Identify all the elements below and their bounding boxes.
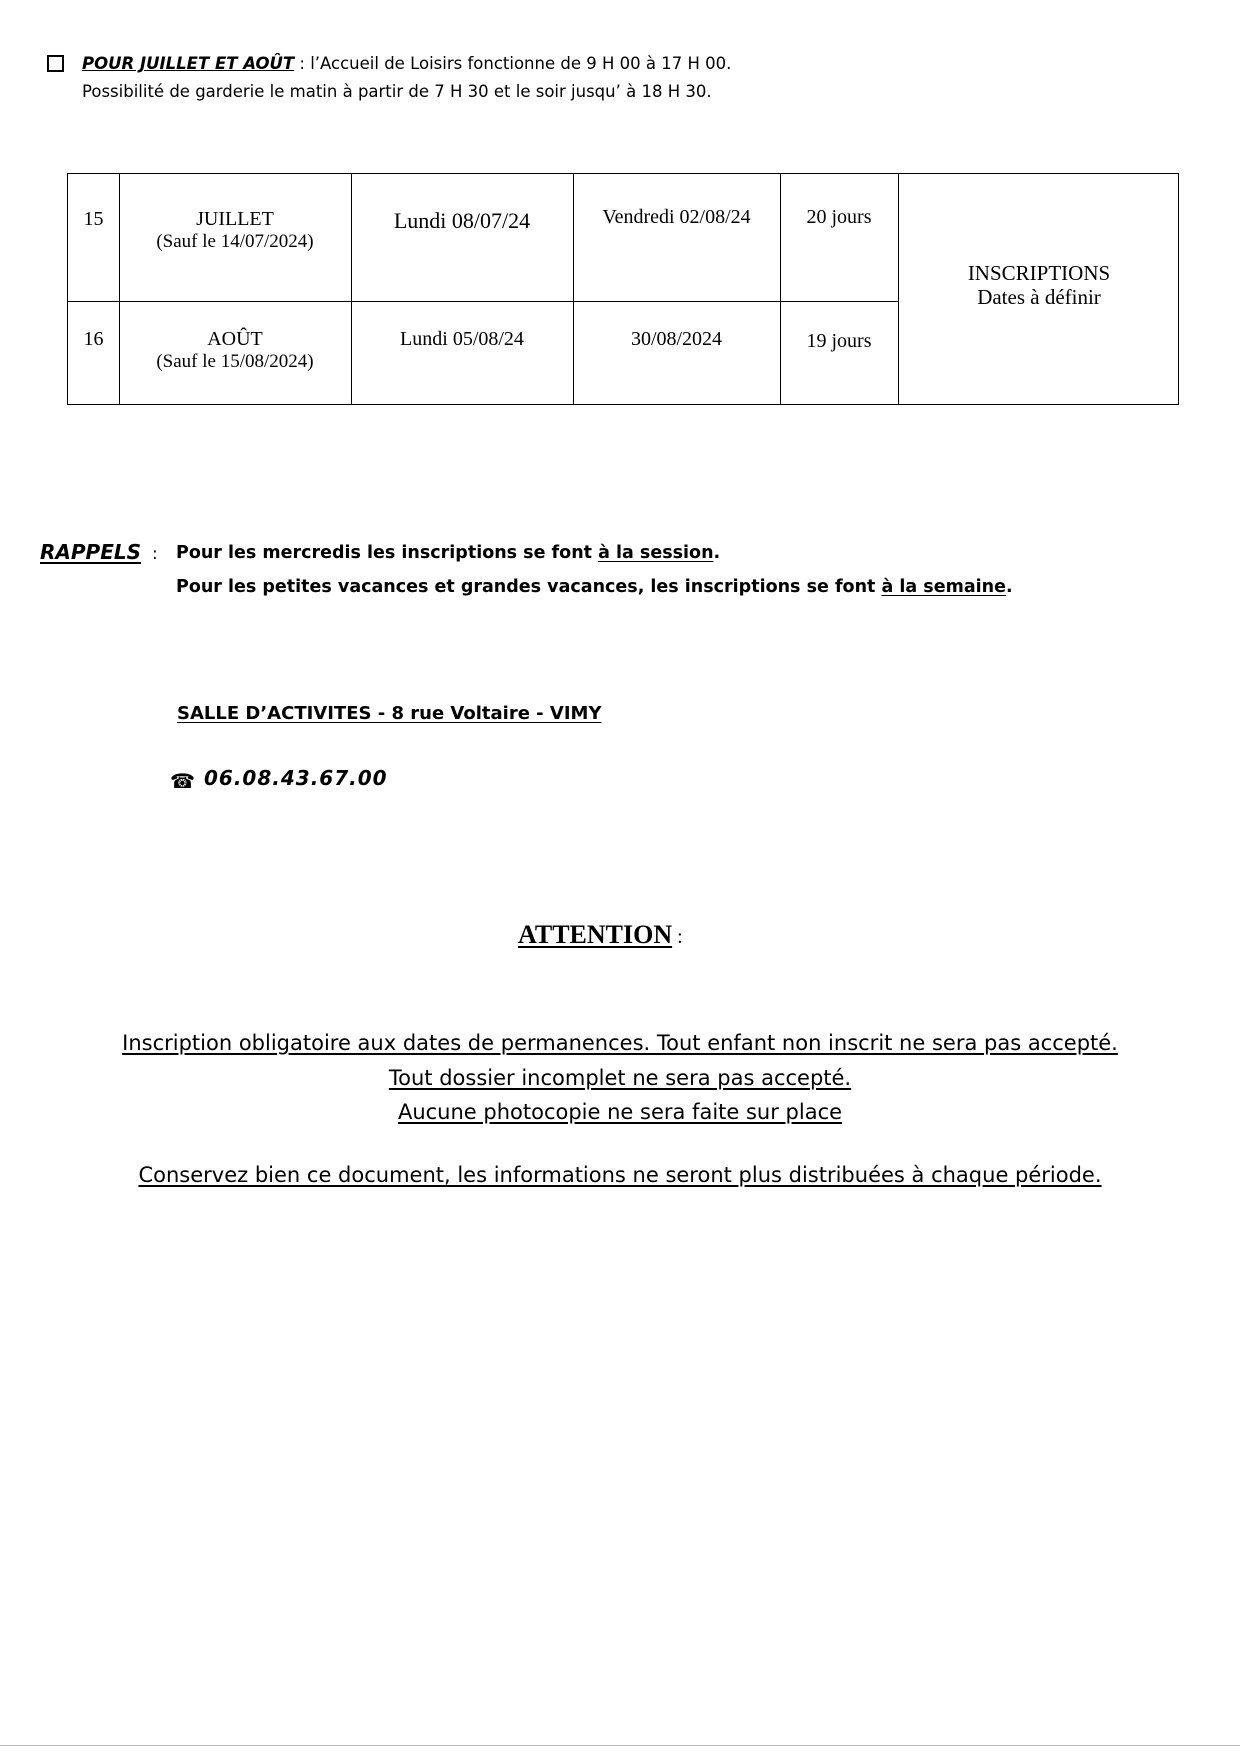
rappels-line-1-emphasis: à la session <box>598 543 714 563</box>
table-row-divider <box>68 301 898 302</box>
notice-line <box>0 1100 1240 1124</box>
rappels-line-2-text: Pour les petites vacances et grandes vacances, les inscriptions se font <box>176 577 882 597</box>
rappels-line-1-end: . <box>713 543 721 563</box>
row-number: 16 <box>83 328 104 350</box>
phone-number: 06.08.43.67.00 <box>204 766 388 790</box>
attention-title: ATTENTION <box>518 920 673 949</box>
notice-line <box>0 1031 1240 1055</box>
notice-text: Inscription obligatoire aux dates de permanences. Tout enfant non inscrit ne sera pas accepté. <box>122 1031 1118 1055</box>
row-number: 15 <box>83 208 104 230</box>
rappels-colon: : <box>152 544 158 564</box>
phone-icon: ☎ <box>170 769 195 793</box>
notice-line <box>0 1163 1240 1187</box>
checkbox-icon <box>47 55 64 72</box>
end-date: 30/08/2024 <box>630 328 723 350</box>
schedule-table <box>67 173 1179 405</box>
inscriptions-cell <box>898 261 1180 309</box>
rappels-line-2-end: . <box>1005 577 1013 597</box>
start-date: Lundi 08/07/24 <box>393 208 531 233</box>
header-line-1 <box>82 54 731 73</box>
attention-heading <box>518 920 683 950</box>
month-cell <box>119 208 351 253</box>
month-exception: (Sauf le 14/07/2024) <box>156 231 314 252</box>
month-exception: (Sauf le 15/08/2024) <box>156 351 314 372</box>
inscriptions-title: INSCRIPTIONS <box>967 261 1111 285</box>
notice-line <box>0 1066 1240 1090</box>
month-cell <box>119 328 351 373</box>
inscriptions-subtitle: Dates à définir <box>977 285 1101 310</box>
page-bottom-rule <box>0 1745 1240 1746</box>
notice-text: Conservez bien ce document, les informations ne seront plus distribuées à chaque période. <box>138 1163 1102 1187</box>
notice-text: Tout dossier incomplet ne sera pas accepté. <box>388 1066 852 1090</box>
rappels-line-2-emphasis: à la semaine <box>881 577 1006 597</box>
end-date: Vendredi 02/08/24 <box>602 206 751 228</box>
header-line-1-text: : l’Accueil de Loisirs fonctionne de 9 H 00 à 17 H 00. <box>294 54 732 73</box>
header-line-2: Possibilité de garderie le matin à partir de 7 H 30 et le soir jusqu’ à 18 H 30. <box>82 82 712 101</box>
month-name: JUILLET <box>196 208 274 230</box>
notice-text: Aucune photocopie ne sera faite sur place <box>397 1100 843 1124</box>
venue-address: SALLE D’ACTIVITES - 8 rue Voltaire - VIMY <box>177 703 602 724</box>
day-count: 20 jours <box>806 206 872 228</box>
rappels-line-2 <box>176 577 1013 597</box>
start-date: Lundi 05/08/24 <box>400 328 524 350</box>
rappels-label: RAPPELS <box>40 540 142 564</box>
rappels-line-1 <box>176 543 720 563</box>
day-count: 19 jours <box>806 330 872 352</box>
attention-colon: : <box>677 926 683 948</box>
rappels-line-1-text: Pour les mercredis les inscriptions se font <box>176 543 599 563</box>
header-label: POUR JUILLET ET AOÛT <box>82 54 295 73</box>
month-name: AOÛT <box>207 328 263 350</box>
